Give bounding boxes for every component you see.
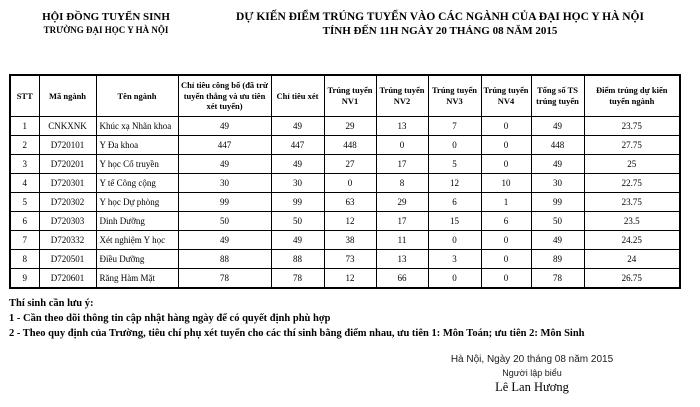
table-cell: 49	[178, 231, 271, 250]
table-cell: 0	[481, 117, 531, 136]
table-cell: 0	[481, 269, 531, 289]
table-cell: 12	[324, 269, 376, 289]
table-cell: 26.75	[584, 269, 680, 289]
table-cell: 5	[428, 155, 481, 174]
table-cell: 0	[481, 136, 531, 155]
table-row	[10, 231, 680, 250]
table-cell: 22.75	[584, 174, 680, 193]
table-cell: 63	[324, 193, 376, 212]
table-cell: 8	[10, 250, 39, 269]
table-cell: 24	[584, 250, 680, 269]
notes-heading: Thí sinh cần lưu ý:	[9, 298, 94, 309]
table-cell: 12	[428, 174, 481, 193]
table-cell: 3	[10, 155, 39, 174]
table-cell: 0	[428, 136, 481, 155]
table-cell: 0	[481, 155, 531, 174]
table-header-cell: STT	[10, 75, 39, 117]
signature-role: Người lập biểu	[502, 367, 562, 378]
table-cell: 12	[324, 212, 376, 231]
document-subtitle: TÍNH ĐẾN 11H NGÀY 20 THÁNG 08 NĂM 2015	[322, 25, 558, 37]
table-cell: Răng Hàm Mặt	[96, 269, 178, 289]
table-cell: 29	[376, 193, 428, 212]
table-cell: 9	[10, 269, 39, 289]
table-cell: 1	[481, 193, 531, 212]
table-cell: 23.75	[584, 193, 680, 212]
table-cell: 29	[324, 117, 376, 136]
table-body	[10, 117, 680, 289]
table-cell: 78	[531, 269, 584, 289]
notes-block	[9, 297, 700, 342]
table-cell: 30	[178, 174, 271, 193]
table-cell: 25	[584, 155, 680, 174]
table-cell: 448	[324, 136, 376, 155]
table-cell: 0	[376, 136, 428, 155]
table-header-cell: Tổng số TS trúng tuyển	[531, 75, 584, 117]
table-cell: 50	[271, 212, 324, 231]
table-cell: D720301	[39, 174, 96, 193]
table-cell: 13	[376, 117, 428, 136]
table-cell: 0	[428, 231, 481, 250]
table-cell: 6	[481, 212, 531, 231]
table-cell: 73	[324, 250, 376, 269]
table-cell: 49	[271, 231, 324, 250]
admissions-table	[9, 74, 681, 289]
table-cell: 99	[531, 193, 584, 212]
table-cell: 99	[271, 193, 324, 212]
table-cell: 6	[428, 193, 481, 212]
table-cell: 50	[531, 212, 584, 231]
table-cell: D720501	[39, 250, 96, 269]
table-cell: 27	[324, 155, 376, 174]
table-header-cell: Trúng tuyển NV4	[481, 75, 531, 117]
table-head	[10, 75, 680, 117]
table-cell: 49	[531, 155, 584, 174]
table-row	[10, 117, 680, 136]
table-row	[10, 136, 680, 155]
signature-name: Lê Lan Hương	[495, 379, 569, 394]
table-cell: 447	[271, 136, 324, 155]
table-cell: 447	[178, 136, 271, 155]
table-cell: 49	[178, 155, 271, 174]
note-item-2: 2 - Theo quy định của Trường, tiêu chí phụ xét tuyển cho các thí sinh bằng điểm nhau, ưu tiên 1: Môn Toán; ưu tiên 2: Môn Sinh	[9, 327, 585, 339]
signature-block	[382, 354, 682, 395]
table-cell: Khúc xạ Nhãn khoa	[96, 117, 178, 136]
table-cell: CNKXNK	[39, 117, 96, 136]
table-cell: 49	[531, 117, 584, 136]
table-header-row	[10, 75, 680, 117]
table-cell: 78	[271, 269, 324, 289]
document-title: DỰ KIẾN ĐIỂM TRÚNG TUYỂN VÀO CÁC NGÀNH CỦA ĐẠI HỌC Y HÀ NỘI	[236, 11, 644, 23]
table-header-cell: Tên ngành	[96, 75, 178, 117]
table-header-cell: Điểm trúng dự kiến tuyển ngành	[584, 75, 680, 117]
table-cell: D720332	[39, 231, 96, 250]
table-cell: Điều Dưỡng	[96, 250, 178, 269]
document-header	[0, 0, 700, 37]
table-row	[10, 193, 680, 212]
signature-place-date: Hà Nội, Ngày 20 tháng 08 năm 2015	[450, 353, 614, 365]
table-cell: 0	[481, 250, 531, 269]
table-cell: D720601	[39, 269, 96, 289]
table-cell: 38	[324, 231, 376, 250]
table-cell: 24.25	[584, 231, 680, 250]
table-cell: 30	[271, 174, 324, 193]
table-cell: Dinh Dưỡng	[96, 212, 178, 231]
table-cell: 49	[531, 231, 584, 250]
table-row	[10, 269, 680, 289]
table-cell: 78	[178, 269, 271, 289]
table-cell: 17	[376, 212, 428, 231]
table-cell: Y học Cổ truyền	[96, 155, 178, 174]
table-cell: 88	[178, 250, 271, 269]
table-cell: Xét nghiệm Y học	[96, 231, 178, 250]
table-cell: D720303	[39, 212, 96, 231]
table-cell: 49	[178, 117, 271, 136]
table-cell: 99	[178, 193, 271, 212]
table-cell: 448	[531, 136, 584, 155]
table-cell: D720101	[39, 136, 96, 155]
title-block	[186, 11, 700, 37]
table-cell: 88	[271, 250, 324, 269]
note-item-1: 1 - Cần theo dõi thông tin cập nhật hàng ngày để có quyết định phù hợp	[9, 312, 331, 324]
table-cell: D720302	[39, 193, 96, 212]
table-cell: 23.75	[584, 117, 680, 136]
table-cell: 49	[271, 155, 324, 174]
table-cell: 0	[324, 174, 376, 193]
university-name: TRƯỜNG ĐẠI HỌC Y HÀ NỘI	[43, 25, 169, 35]
table-cell: 7	[10, 231, 39, 250]
table-cell: 23.5	[584, 212, 680, 231]
table-cell: 15	[428, 212, 481, 231]
table-header-cell: Trúng tuyển NV3	[428, 75, 481, 117]
table-cell: D720201	[39, 155, 96, 174]
committee-block	[26, 11, 186, 35]
table-row	[10, 174, 680, 193]
table-cell: 50	[178, 212, 271, 231]
table-cell: 27.75	[584, 136, 680, 155]
table-cell: Y tế Công cộng	[96, 174, 178, 193]
committee-name: HỘI ĐỒNG TUYỂN SINH	[42, 11, 170, 23]
table-header-cell: Trúng tuyển NV1	[324, 75, 376, 117]
table-row	[10, 212, 680, 231]
table-header-cell: Mã ngành	[39, 75, 96, 117]
table-cell: 2	[10, 136, 39, 155]
table-row	[10, 250, 680, 269]
table-cell: 0	[428, 269, 481, 289]
table-cell: 49	[271, 117, 324, 136]
table-header-cell: Chỉ tiêu công bố (đã trừ tuyển thẳng và ưu tiên xét tuyển)	[178, 75, 271, 117]
table-cell: 30	[531, 174, 584, 193]
table-cell: 17	[376, 155, 428, 174]
table-cell: 3	[428, 250, 481, 269]
table-cell: 7	[428, 117, 481, 136]
table-cell: 4	[10, 174, 39, 193]
table-cell: Y Đa khoa	[96, 136, 178, 155]
table-cell: 0	[481, 231, 531, 250]
table-cell: 13	[376, 250, 428, 269]
table-cell: 6	[10, 212, 39, 231]
table-cell: 8	[376, 174, 428, 193]
table-cell: 66	[376, 269, 428, 289]
table-cell: 5	[10, 193, 39, 212]
table-cell: 89	[531, 250, 584, 269]
table-cell: 1	[10, 117, 39, 136]
table-row	[10, 155, 680, 174]
table-cell: Y học Dự phòng	[96, 193, 178, 212]
table-cell: 10	[481, 174, 531, 193]
table-header-cell: Chỉ tiêu xét	[271, 75, 324, 117]
table-header-cell: Trúng tuyển NV2	[376, 75, 428, 117]
table-cell: 11	[376, 231, 428, 250]
